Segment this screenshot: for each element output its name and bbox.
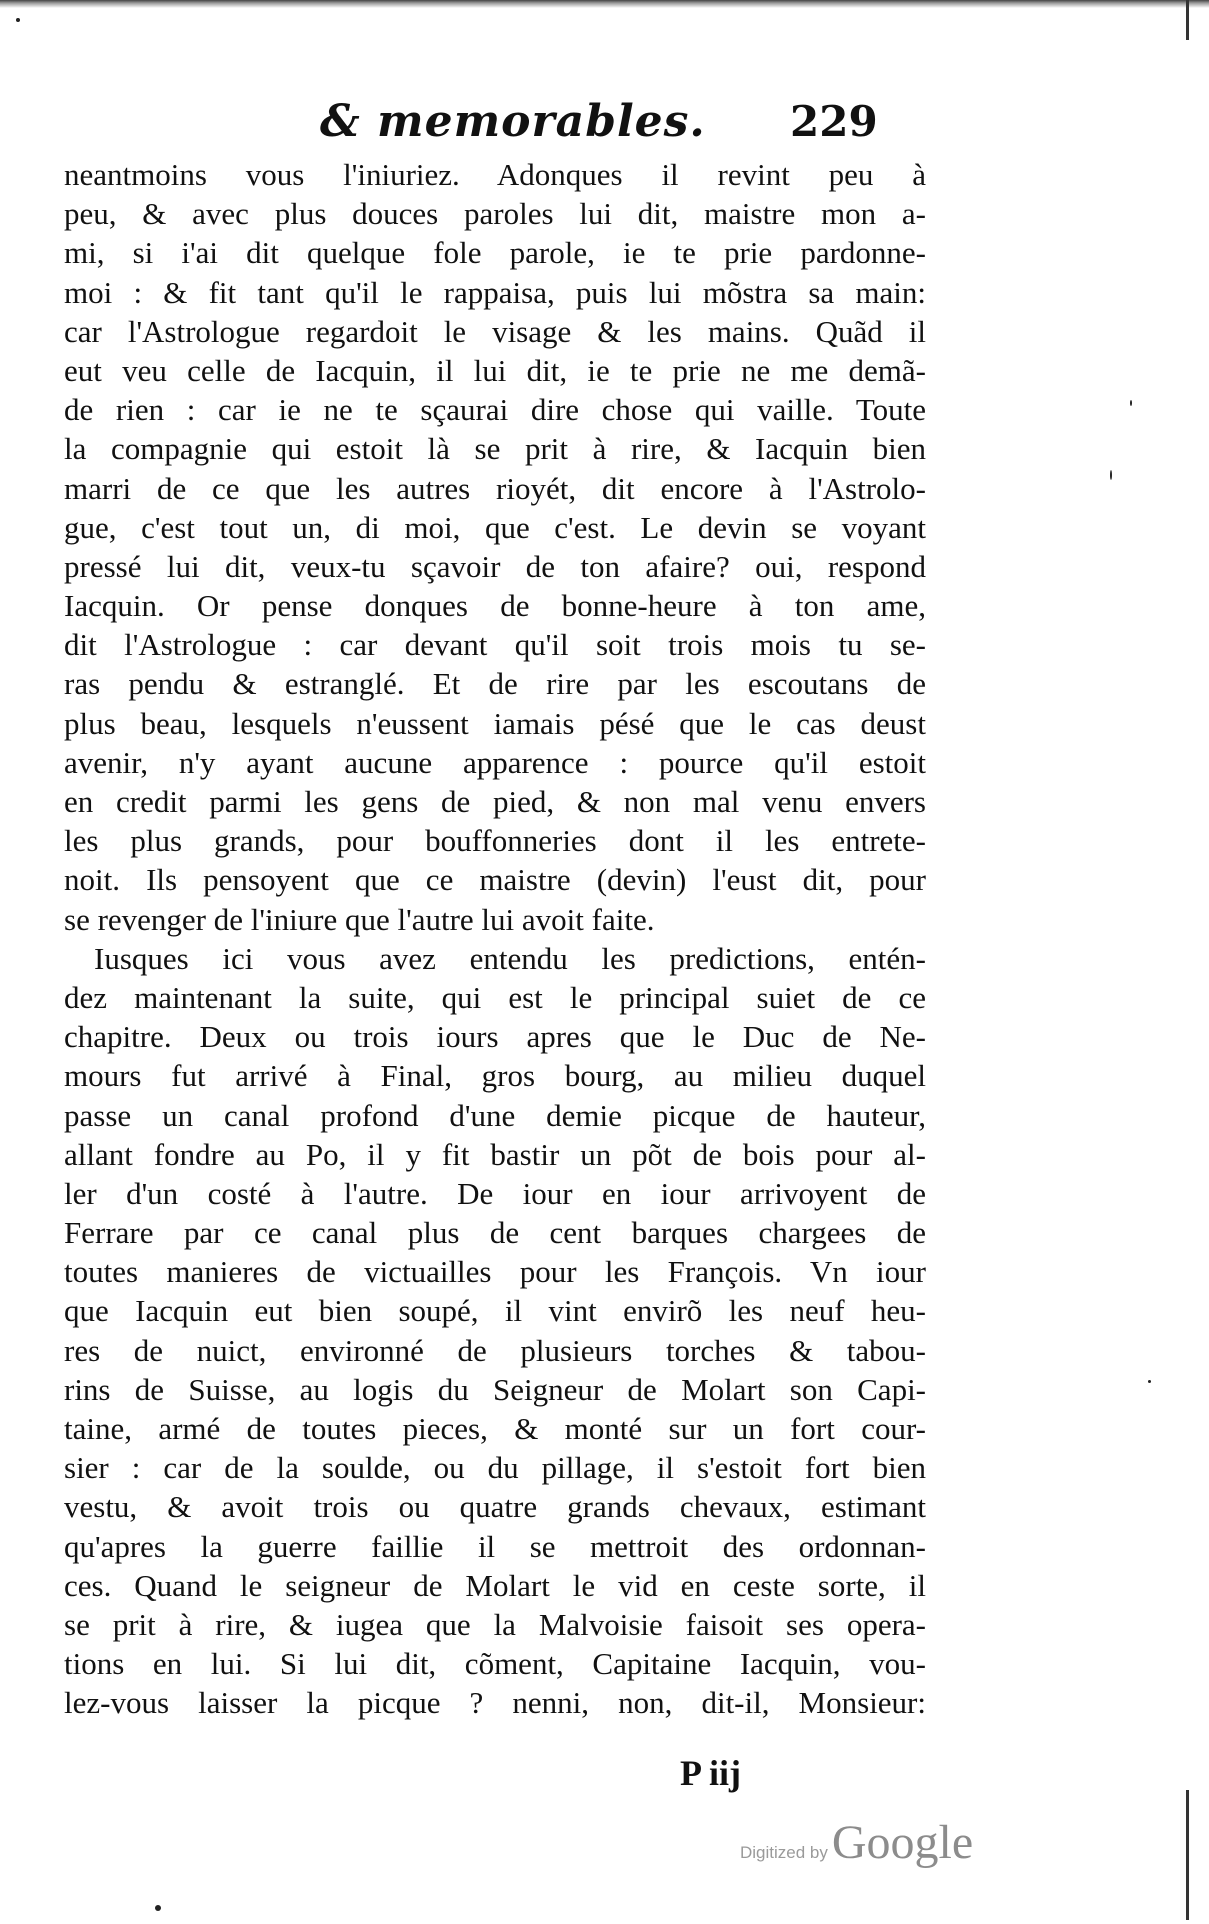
text-line: les plus grands, pour bouffonneries dont il les entrete- bbox=[64, 823, 926, 859]
text-line: pressé lui dit, veux-tu sçavoir de ton afaire? oui, respond bbox=[64, 548, 926, 584]
text-line: allant fondre au Po, il y fit bastir un põt de bois pour al- bbox=[64, 1136, 926, 1172]
text-line: noit. Ils pensoyent que ce maistre (devin) l'eust dit, pour bbox=[64, 862, 926, 898]
text-line: mours fut arrivé à Final, gros bourg, au milieu duquel bbox=[64, 1058, 926, 1094]
text-line: que Iacquin eut bien soupé, il vint envirõ les neuf heu- bbox=[64, 1293, 926, 1329]
running-head bbox=[310, 92, 910, 152]
text-line: lez-vous laisser la picque ? nenni, non, dit-il, Monsieur: bbox=[64, 1685, 926, 1721]
page-edge-rule bbox=[1186, 1790, 1189, 1920]
page-edge-rule bbox=[1186, 0, 1189, 40]
scan-speck bbox=[16, 18, 20, 22]
text-line: plus beau, lesquels n'eussent iamais pésé que le cas deust bbox=[64, 705, 926, 741]
text-line: dit l'Astrologue : car devant qu'il soit trois mois tu se- bbox=[64, 627, 926, 663]
text-line: Ferrare par ce canal plus de cent barques chargees de bbox=[64, 1215, 926, 1251]
text-line: vestu, & avoit trois ou quatre grands chevaux, estimant bbox=[64, 1489, 926, 1525]
text-line: se prit à rire, & iugea que la Malvoisie faisoit ses opera- bbox=[64, 1606, 926, 1642]
scan-edge-shadow bbox=[0, 0, 1209, 8]
text-line: avenir, n'y ayant aucune apparence : pource qu'il estoit bbox=[64, 744, 926, 780]
scan-speck bbox=[1110, 470, 1112, 480]
text-line: mi, si i'ai dit quelque fole parole, ie te prie pardonne- bbox=[64, 235, 926, 271]
text-line: rins de Suisse, au logis du Seigneur de Molart son Capi- bbox=[64, 1371, 926, 1407]
text-line: Iusques ici vous avez entendu les predictions, entén- bbox=[94, 940, 926, 976]
text-line: taine, armé de toutes pieces, & monté sur un fort cour- bbox=[64, 1411, 926, 1446]
text-line: marri de ce que les autres rioyét, dit encore à l'Astrolo- bbox=[64, 470, 926, 506]
signature-mark: P iij bbox=[680, 1753, 741, 1793]
text-line: Iacquin. Or pense donques de bonne-heure à ton ame, bbox=[64, 588, 926, 624]
text-line: toutes manieres de victuailles pour les François. Vn iour bbox=[64, 1254, 926, 1290]
scan-speck bbox=[1130, 400, 1132, 406]
page-number: 229 bbox=[790, 97, 878, 146]
text-line: ras pendu & estranglé. Et de rire par les escoutans de bbox=[64, 666, 926, 702]
body-text bbox=[64, 155, 926, 1723]
scan-speck bbox=[1148, 1380, 1151, 1383]
text-line: chapitre. Deux ou trois iours apres que le Duc de Ne- bbox=[64, 1019, 926, 1055]
text-line: en credit parmi les gens de pied, & non mal venu envers bbox=[64, 784, 926, 819]
text-line: ler d'un costé à l'autre. De iour en iour arrivoyent de bbox=[64, 1175, 926, 1211]
text-line: de rien : car ie ne te sçaurai dire chose qui vaille. Toute bbox=[64, 392, 926, 428]
text-line: neantmoins vous l'iniuriez. Adonques il revint peu à bbox=[64, 157, 926, 192]
google-logo: Google bbox=[831, 1816, 974, 1869]
text-line: moi : & fit tant qu'il le rappaisa, puis lui mõstra sa main: bbox=[64, 274, 926, 310]
text-line: eut veu celle de Iacquin, il lui dit, ie te prie ne me demã- bbox=[64, 352, 926, 388]
running-title: & memorables. bbox=[320, 96, 706, 147]
text-line: sier : car de la soulde, ou du pillage, il s'estoit fort bien bbox=[64, 1450, 926, 1486]
text-line: res de nuict, environné de plusieurs torches & tabou- bbox=[64, 1332, 926, 1368]
text-line: qu'apres la guerre faillie il se mettroit des ordonnan- bbox=[64, 1528, 926, 1564]
text-line: ces. Quand le seigneur de Molart le vid en ceste sorte, il bbox=[64, 1567, 926, 1603]
text-line: car l'Astrologue regardoit le visage & les mains. Quãd il bbox=[64, 313, 926, 349]
digitized-watermark bbox=[740, 1815, 973, 1875]
text-line: gue, c'est tout un, di moi, que c'est. Le devin se voyant bbox=[64, 509, 926, 545]
text-line: peu, & avec plus douces paroles lui dit, maistre mon a- bbox=[64, 196, 926, 232]
text-line: dez maintenant la suite, qui est le principal suiet de ce bbox=[64, 979, 926, 1015]
text-line: la compagnie qui estoit là se prit à rire, & Iacquin bien bbox=[64, 431, 926, 467]
text-line: se revenger de l'iniure que l'autre lui avoit faite. bbox=[64, 901, 655, 937]
scan-speck bbox=[155, 1905, 161, 1911]
digitized-by-label: Digitized by bbox=[740, 1843, 828, 1862]
text-line: passe un canal profond d'une demie picque de hauteur, bbox=[64, 1097, 926, 1133]
text-line: tions en lui. Si lui dit, cõment, Capitaine Iacquin, vou- bbox=[64, 1646, 926, 1682]
